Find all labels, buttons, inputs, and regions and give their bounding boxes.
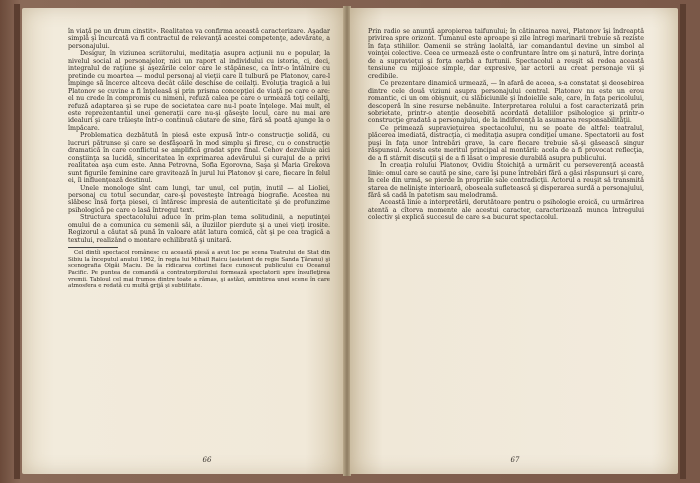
left-page-text (68, 28, 330, 290)
paragraph: Prin radio se anunţă apropierea taifunului; în cătinarea navei, Platonov îşi îndreaptă privirea spre orizont. Tumanul este aproape şi zile întregi marinarii trebuie să reziste în faţa stihiilor. Oamenii se strâng laolaltă, iar comandantul devine un simbol al voinţei colective. Ceea ce urmează este o confruntare între om şi natură, între dorinţa de a supravieţui şi forţa oarbă a furtunii. Spectacolul a reuşit să redea această tensiune cu mijloace simple, dar expresive, iar actorii au creat personaje vii şi credibile. (368, 28, 644, 80)
right-cover-edge (680, 4, 686, 479)
right-page-text (368, 28, 644, 222)
paragraph: Unele monologe sînt cam lungi, tar unul, cel puţin, inutil — al Lioliei, personaj cu totul secundar, care-şi povesteşte întreaga biografie. Acestea nu slăbesc însă forţa piesei, ci întăresc impresia de autenticitate şi de profunzime psihologică pe care o lasă întregul text. (68, 184, 330, 214)
left-cover-edge (14, 4, 20, 479)
paragraph: Problematica dezbătută în piesă este expusă într-o construcţie solidă, cu lucruri pătrunse şi care se desfăşoară în mod simplu şi firesc, cu o construcţie dramatică în care conflictul se amplifică gradat spre final. Cehov dezvăluie aici conştiinţa sa lucidă, sinceritatea în exprimarea adevărului şi curajul de a privi realitatea aşa cum este. Anna Petrovna, Sofia Egorovna, Saşa şi Maria Grekova sunt figurile feminine care gravitează în jurul lui Platonov şi care, fiecare în felul ei, îi influenţează destinul. (68, 132, 330, 185)
right-page (350, 8, 678, 474)
paragraph: Structura spectacolului aduce în prim-plan tema solitudinii, a neputinţei omului de a comunica cu semenii săi, a iluziilor pierdute şi a unei vieţi irosite. Regizorul a căutat să pună în valoare atât latura comică, cât şi pe cea tragică a textului, realizând o montare echilibrată şi unitară. (68, 214, 330, 244)
paragraph: Ce primează supravieţuirea spectacolului, nu se poate de altfel: teatralul, plăcerea imediată, distracţia, ci meditaţia asupra condiţiei umane. Spectatorii au fost puşi în faţa unor întrebări grave, la care fiecare trebuie să-şi găsească singur răspunsul. Acesta este meritul principal al montării: acela de a fi provocat reflecţia, de a fi stârnit discuţii şi de a fi lăsat o impresie durabilă asupra publicului. (368, 124, 644, 162)
footnote-rule (68, 247, 118, 248)
paragraph: în viaţă pe un drum cinstit». Realitatea va confirma această caracterizare. Aşadar simplă şi încurcată va fi contractul de relevanţă acestei competenţe, adevărate, a personajului. (68, 28, 330, 50)
page-number: 67 (510, 456, 520, 464)
paragraph: Această linie a interpretării, derutătoare pentru o psihologie eroică, cu urmărirea atentă a cîtorva momente ale acestui caracter, caracterizează munca întregului colectiv şi explică succesul de care s-a bucurat spectacolul. (368, 199, 644, 222)
footnote: Cel dintîi spectacol românesc cu această piesă a avut loc pe scena Teatrului de Stat din Sibiu la începutul anului 1962, în regia lui Mihail Raicu (asistent de regie Sanda Ţăranu) şi scenografia Olgăi Maciu. De la ridicarea cortinei face cunoscut publicului cu Oceanul Pacific. Pe puntea de comandă a contratorpilorului formează spectatorii spre însufleţirea vremii. Tabloul cel mai frumos dintre toate a rămas, şi astăzi, amintirea unei scene în care atmosfera e redată cu multă grijă şi subtilitate. (68, 250, 330, 290)
left-page (22, 8, 344, 474)
paragraph: În creaţia rolului Platonov, Ovidiu Stoichiţă a urmărit cu perseverenţă această linie: omul care se caută pe sine, care îşi pune întrebări fără a găsi răspunsuri şi care, în cele din urmă, se pierde în propriile sale contradicţii. Actorul a reuşit să transmită starea de nelinişte interioară, oboseala sufletească şi disperarea surdă a personajului, fără să cadă în patetism sau melodramă. (368, 162, 644, 199)
paragraph: Ce prezentare dinamică urmează, — în afară de aceea, s-a constatat şi deosebirea dintre cele două viziuni asupra personajului central. Platonov nu este un erou romantic, ci un om obişnuit, cu slăbiciunile şi îndoielile sale, care, în faţa pericolului, descoperă în sine resurse nebănuite. Interpretarea rolului a fost caracterizată prin sobrietate, printr-o atenţie deosebită acordată detaliilor psihologice şi printr-o construcţie gradată a personajului, de la indiferenţă la asumarea responsabilităţii. (368, 80, 644, 125)
page-number: 66 (202, 456, 212, 464)
paragraph: Desigur, în viziunea scriitorului, meditaţia asupra acţiunii nu e popular, la nivelul social al personajelor, nici un raport al individului cu istoria, ci, deci, integralul de raţiune şi aşezările celor care le stăpânesc, ca într-o întâlnire cu pretinde cu moartea — modul personaj al vieţii care îl tulbură pe Platonov, care-l împinge să încerce altceva decât căile deschise de ceilalţi. Evoluţia tragică a lui Platonov se cuvine a fi înţeleasă şi prin prisma concepţiei de viaţă pe care o are: el nu crede în compromis cu nimeni, refuză calea pe care o urmează toţi ceilalţi, refuză adaptarea şi se rupe de societatea care nu-l poate înţelege. Mai mult, el este reprezentantul unei generaţii care nu-şi găseşte locul, care nu mai are idealuri şi care trăieşte într-o continuă căutare de sine, fără să poată ajunge la o împăcare. (68, 50, 330, 132)
